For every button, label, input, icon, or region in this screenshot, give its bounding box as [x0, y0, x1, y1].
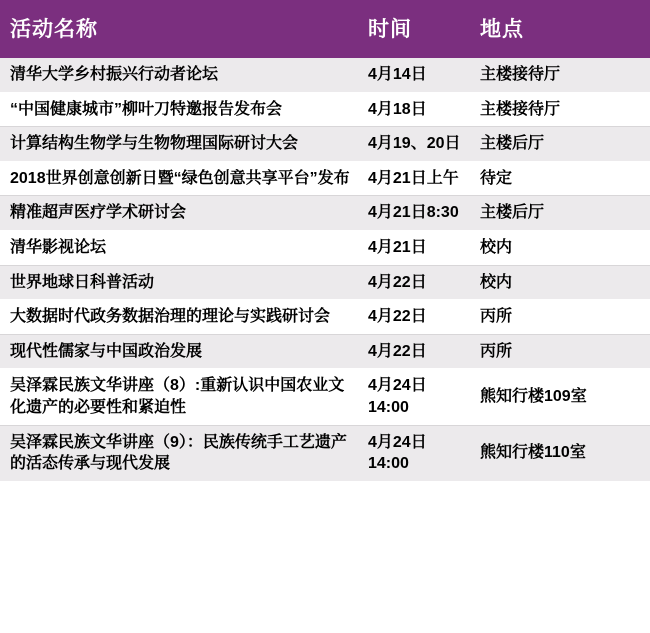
column-header-activity-name: 活动名称: [0, 0, 362, 58]
cell-place: 主楼后厅: [472, 127, 650, 162]
cell-activity-name: 吴泽霖民族文华讲座（9）：民族传统手工艺遗产的活态传承与现代发展: [0, 425, 362, 481]
table-row: [0, 230, 650, 265]
cell-activity-name: “中国健康城市”柳叶刀特邀报告发布会: [0, 92, 362, 127]
cell-time: 4月19、20日: [362, 127, 472, 162]
cell-activity-name: 2018世界创意创新日暨“绿色创意共享平台”发布: [0, 161, 362, 196]
table-row: [0, 334, 650, 369]
table-header-row: [0, 0, 650, 58]
cell-time: 4月18日: [362, 92, 472, 127]
table-body: [0, 58, 650, 481]
cell-place: 熊知行楼110室: [472, 425, 650, 481]
cell-place: 校内: [472, 230, 650, 265]
cell-place: 校内: [472, 265, 650, 300]
cell-time: 4月24日14:00: [362, 425, 472, 481]
cell-activity-name: 清华影视论坛: [0, 230, 362, 265]
column-header-time: 时间: [362, 0, 472, 58]
cell-time: 4月21日: [362, 230, 472, 265]
table-row: [0, 425, 650, 481]
table-row: [0, 127, 650, 162]
cell-place: 丙所: [472, 334, 650, 369]
cell-activity-name: 计算结构生物学与生物物理国际研讨大会: [0, 127, 362, 162]
cell-activity-name: 世界地球日科普活动: [0, 265, 362, 300]
cell-activity-name: 吴泽霖民族文华讲座（8）:重新认识中国农业文化遗产的必要性和紧迫性: [0, 369, 362, 425]
cell-time: 4月22日: [362, 300, 472, 335]
table-row: [0, 369, 650, 425]
table-row: [0, 196, 650, 231]
cell-place: 待定: [472, 161, 650, 196]
cell-place: 丙所: [472, 300, 650, 335]
cell-activity-name: 现代性儒家与中国政治发展: [0, 334, 362, 369]
cell-place: 主楼接待厅: [472, 92, 650, 127]
cell-activity-name: 清华大学乡村振兴行动者论坛: [0, 58, 362, 92]
cell-activity-name: 精准超声医疗学术研讨会: [0, 196, 362, 231]
cell-place: 熊知行楼109室: [472, 369, 650, 425]
table-header: [0, 0, 650, 58]
cell-place: 主楼后厅: [472, 196, 650, 231]
column-header-place: 地点: [472, 0, 650, 58]
table-row: [0, 161, 650, 196]
cell-time: 4月22日: [362, 334, 472, 369]
cell-time: 4月24日14:00: [362, 369, 472, 425]
cell-time: 4月14日: [362, 58, 472, 92]
cell-time: 4月22日: [362, 265, 472, 300]
cell-time: 4月21日8:30: [362, 196, 472, 231]
cell-time: 4月21日上午: [362, 161, 472, 196]
table-row: [0, 300, 650, 335]
table-row: [0, 265, 650, 300]
cell-place: 主楼接待厅: [472, 58, 650, 92]
cell-activity-name: 大数据时代政务数据治理的理论与实践研讨会: [0, 300, 362, 335]
table-row: [0, 92, 650, 127]
table-row: [0, 58, 650, 92]
